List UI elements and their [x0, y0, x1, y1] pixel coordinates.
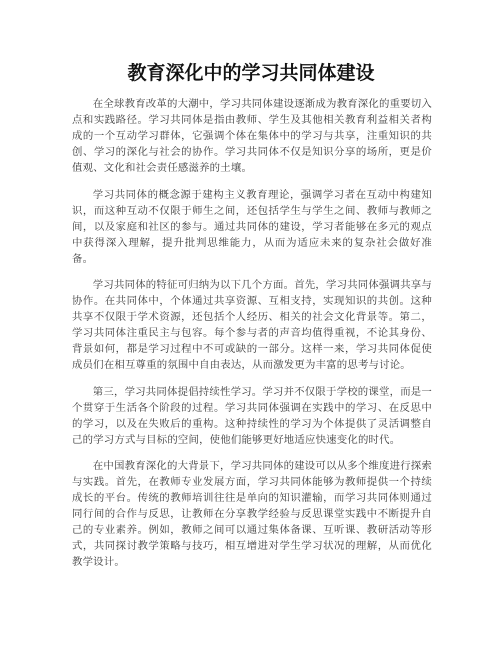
paragraph-2: 学习共同体的概念源于建构主义教育理论，强调学习者在互动中构建知识，而这种互动不仅限于师生之间，还包括学生与学生之间、教师与教师之间，以及家庭和社区的参与。通过共同体的建设，学习者能够在多元的观点中获得深入理解，提升批判思维能力，从而为适应未来的复杂社会做好准备。 [72, 188, 432, 265]
document-title: 教育深化中的学习共同体建设 [127, 62, 375, 84]
paragraph-3: 学习共同体的特征可归纳为以下几个方面。首先，学习共同体强调共享与协作。在共同体中，个体通过共享资源、互相支持，实现知识的共创。这种共享不仅限于学术资源，还包括个人经历、相关的社会文化背景等。第二，学习共同体注重民主与包容。每个参与者的声音均值得重视，不论其身份、背景如何，都是学习过程中不可或缺的一部分。这样一来，学习共同体促使成员们在相互尊重的氛围中自由表达，从而激发更为丰富的思考与讨论。 [72, 279, 432, 371]
document-body [72, 96, 432, 581]
paragraph-5: 在中国教育深化的大背景下，学习共同体的建设可以从多个维度进行探索与实践。首先，在教师专业发展方面，学习共同体能够为教师提供一个持续成长的平台。传统的教师培训往往是单向的知识灌输，而学习共同体则通过同行间的合作与反思，让教师在分享教学经验与反思课堂实践中不断提升自己的专业素养。例如，教师之间可以通过集体备课、互听课、教研活动等形式，共同探讨教学策略与技巧，相互增进对学生学习状况的理解，从而优化教学设计。 [72, 460, 432, 568]
paragraph-4: 第三，学习共同体提倡持续性学习。学习并不仅限于学校的课堂，而是一个贯穿于生活各个阶段的过程。学习共同体强调在实践中的学习、在反思中的学习，以及在失败后的重构。这种持续性的学习为个体提供了灵活调整自己的学习方式与目标的空间，使他们能够更好地适应快速变化的时代。 [72, 385, 432, 446]
paragraph-1: 在全球教育改革的大潮中，学习共同体建设逐渐成为教育深化的重要切入点和实践路径。学习共同体是指由教师、学生及其他相关教育利益相关者构成的一个互动学习群体，它强调个体在集体中的学习与共享，注重知识的共创、学习的深化与社会的协作。学习共同体不仅是知识分享的场所，更是价值观、文化和社会责任感滋养的土壤。 [72, 98, 432, 174]
